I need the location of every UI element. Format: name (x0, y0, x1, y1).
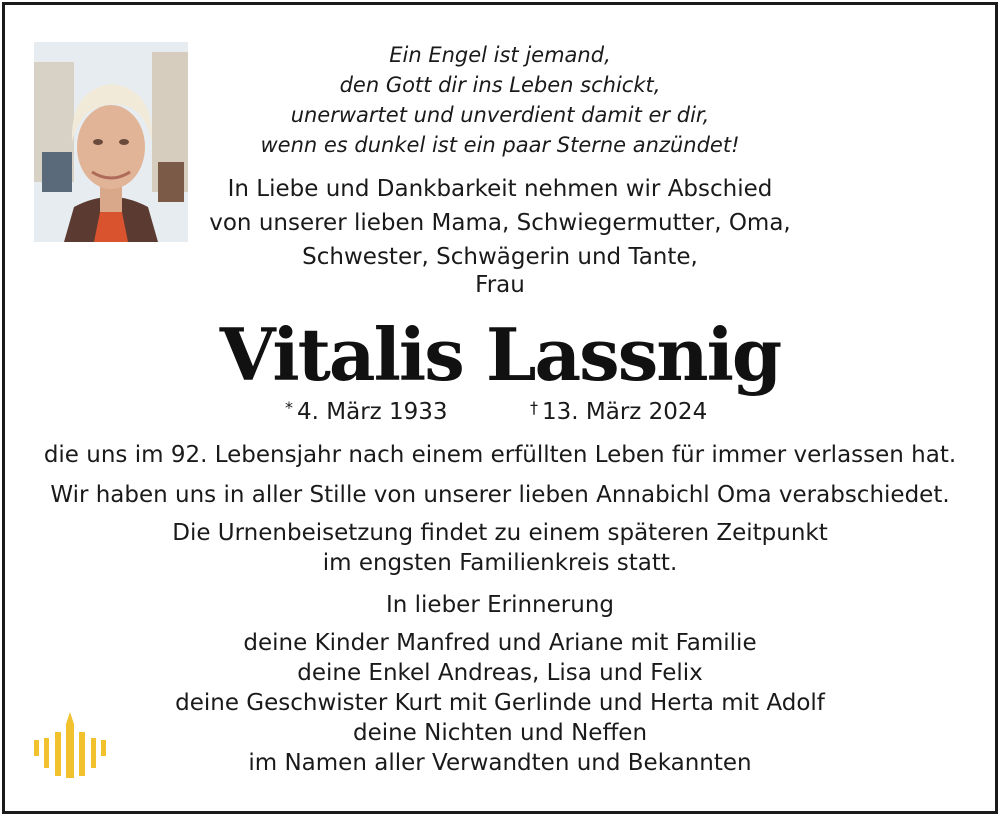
portrait-photo (34, 42, 188, 242)
burial-line: im engsten Familienkreis statt. (322, 550, 678, 576)
text-line-2: Wir haben uns in aller Stille von unserer lieben Annabichl Oma verabschiedet. (50, 482, 950, 508)
burial-notice (150, 518, 850, 578)
signer-line: deine Nichten und Neffen (352, 720, 648, 746)
poem-quote (250, 40, 750, 160)
signer-line: im Namen aller Verwandten und Bekannten (248, 750, 752, 776)
intro-line: von unserer lieben Mama, Schwiegermutter, Oma, (209, 210, 791, 236)
text-line-1: die uns im 92. Lebensjahr nach einem erfüllten Leben für immer verlassen hat. (43, 442, 957, 468)
intro-text (180, 172, 820, 274)
quote-line: den Gott dir ins Leben schickt, (339, 73, 661, 97)
deceased-name: Vitalis Lassnig (219, 312, 781, 397)
death-date-value: 13. März 2024 (542, 399, 708, 425)
signer-line: deine Enkel Andreas, Lisa und Felix (297, 660, 703, 686)
cross-icon: † (530, 398, 538, 417)
death-date (530, 398, 707, 425)
intro-line: Schwester, Schwägerin und Tante, (302, 244, 698, 270)
quote-line: unerwartet und unverdient damit er dir, (290, 103, 710, 127)
signer-line: deine Kinder Manfred und Ariane mit Familie (243, 630, 757, 656)
salutation: Frau (475, 272, 525, 298)
burial-line: Die Urnenbeisetzung findet zu einem späteren Zeitpunkt (172, 520, 828, 546)
signer-line: deine Geschwister Kurt mit Gerlinde und Herta mit Adolf (175, 690, 825, 716)
birth-date-value: 4. März 1933 (297, 399, 448, 425)
birth-symbol-icon: * (285, 398, 293, 417)
remembrance-heading: In lieber Erinnerung (385, 592, 614, 618)
quote-line: wenn es dunkel ist ein paar Sterne anzündet! (260, 133, 740, 157)
signers-list (130, 628, 870, 778)
candle-logo-icon (30, 710, 112, 786)
birth-date (285, 398, 448, 425)
quote-line: Ein Engel ist jemand, (389, 43, 611, 67)
intro-line: In Liebe und Dankbarkeit nehmen wir Abschied (227, 176, 773, 202)
